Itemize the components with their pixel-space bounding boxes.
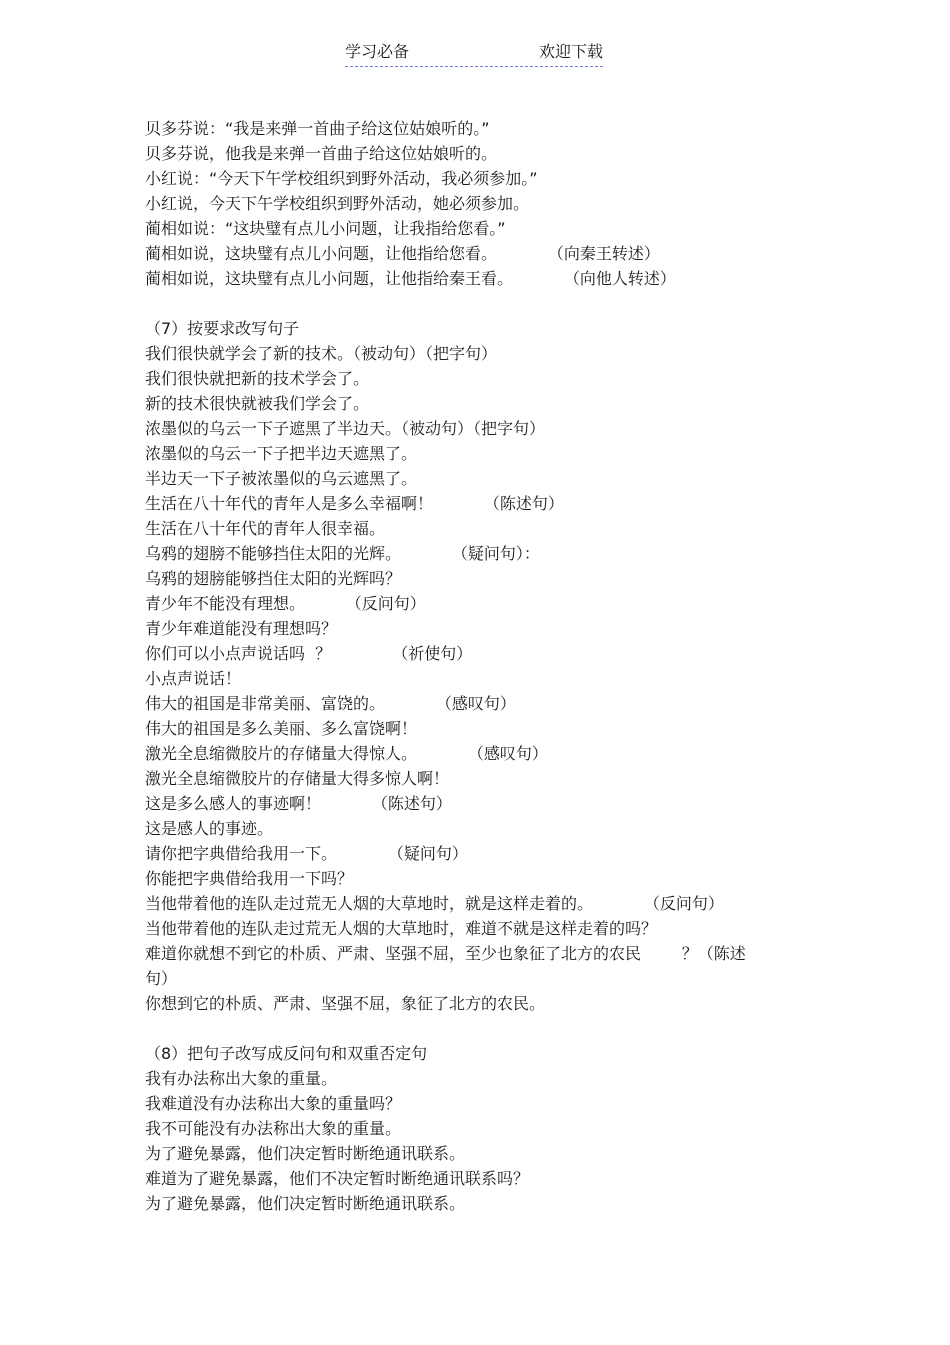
text-line: 贝多芬说，他我是来弹一首曲子给这位姑娘听的。 [145, 144, 498, 163]
text-line: 蔺相如说，这块璧有点儿小问题，让他指给您看。 （向秦王转述） [145, 244, 660, 263]
text-line: 蔺相如说：“这块璧有点儿小问题，让我指给您看。” [145, 219, 506, 238]
text-line: 当他带着他的连队走过荒无人烟的大草地时，难道不就是这样走着的吗？ [145, 919, 658, 938]
text-line: 青少年不能没有理想。 （反问句） [145, 594, 426, 613]
text-line: 乌鸦的翅膀不能够挡住太阳的光辉。 （疑问句）： [145, 544, 540, 563]
text-line: 这是感人的事迹。 [145, 819, 274, 838]
header-left-text: 学习必备 [345, 42, 410, 61]
page-header [345, 40, 603, 67]
text-line: 乌鸦的翅膀能够挡住太阳的光辉吗？ [145, 569, 402, 588]
text-line: 激光全息缩微胶片的存储量大得惊人。 （感叹句） [145, 744, 548, 763]
text-line: 激光全息缩微胶片的存储量大得多惊人啊！ [145, 769, 450, 788]
text-line: 我有办法称出大象的重量。 [145, 1069, 338, 1088]
text-line: 我们很快就把新的技术学会了。 [145, 369, 370, 388]
section-heading: （8）把句子改写成反问句和双重否定句 [145, 1044, 428, 1063]
text-line: 难道为了避免暴露，他们不决定暂时断绝通讯联系吗？ [145, 1169, 530, 1188]
text-line: 蔺相如说，这块璧有点儿小问题，让他指给秦王看。 （向他人转述） [145, 269, 676, 288]
blank-line [145, 1016, 815, 1041]
header-right-text: 欢迎下载 [538, 42, 603, 61]
text-line: 我不可能没有办法称出大象的重量。 [145, 1119, 402, 1138]
section-8-rhetorical-double-negative [145, 1041, 815, 1216]
text-line: 你们可以小点声说话吗 ？ （祈使句） [145, 644, 473, 663]
text-line: 生活在八十年代的青年人是多么幸福啊！ （陈述句） [145, 494, 564, 513]
text-line: 难道你就想不到它的朴质、严肃、坚强不屈，至少也象征了北方的农民 ？（陈述 [145, 944, 746, 963]
text-line: 生活在八十年代的青年人很幸福。 [145, 519, 386, 538]
text-line: 我难道没有办法称出大象的重量吗？ [145, 1094, 402, 1113]
text-line: 小点声说话！ [145, 669, 242, 688]
section-heading: （7）按要求改写句子 [145, 319, 300, 338]
text-line: 小红说：“今天下午学校组织到野外活动，我必须参加。” [145, 169, 538, 188]
text-line: 当他带着他的连队走过荒无人烟的大草地时，就是这样走着的。 （反问句） [145, 894, 724, 913]
text-line: 你能把字典借给我用一下吗？ [145, 869, 354, 888]
text-line: 浓墨似的乌云一下子遮黑了半边天。（被动句）（把字句） [145, 419, 546, 438]
text-line: 为了避免暴露，他们决定暂时断绝通讯联系。 [145, 1194, 466, 1213]
text-line: 小红说，今天下午学校组织到野外活动，她必须参加。 [145, 194, 530, 213]
text-line: 你想到它的朴质、严肃、坚强不屈，象征了北方的农民。 [145, 994, 546, 1013]
text-line: 浓墨似的乌云一下子把半边天遮黑了。 [145, 444, 418, 463]
blank-line [145, 291, 815, 316]
text-line: 贝多芬说：“我是来弹一首曲子给这位姑娘听的。” [145, 119, 490, 138]
text-line: 我们很快就学会了新的技术。（被动句）（把字句） [145, 344, 498, 363]
text-line: 半边天一下子被浓墨似的乌云遮黑了。 [145, 469, 418, 488]
text-line: 伟大的祖国是多么美丽、多么富饶啊！ [145, 719, 418, 738]
text-line: 句） [145, 969, 178, 988]
document-body [145, 116, 815, 1216]
text-line: 新的技术很快就被我们学会了。 [145, 394, 370, 413]
text-line: 青少年难道能没有理想吗？ [145, 619, 338, 638]
section-7-rewrite-sentences [145, 316, 815, 1016]
text-line: 为了避免暴露，他们决定暂时断绝通讯联系。 [145, 1144, 466, 1163]
text-line: 请你把字典借给我用一下。 （疑问句） [145, 844, 468, 863]
section-direct-indirect-speech [145, 116, 815, 291]
text-line: 这是多么感人的事迹啊！ （陈述句） [145, 794, 452, 813]
text-line: 伟大的祖国是非常美丽、富饶的。 （感叹句） [145, 694, 516, 713]
